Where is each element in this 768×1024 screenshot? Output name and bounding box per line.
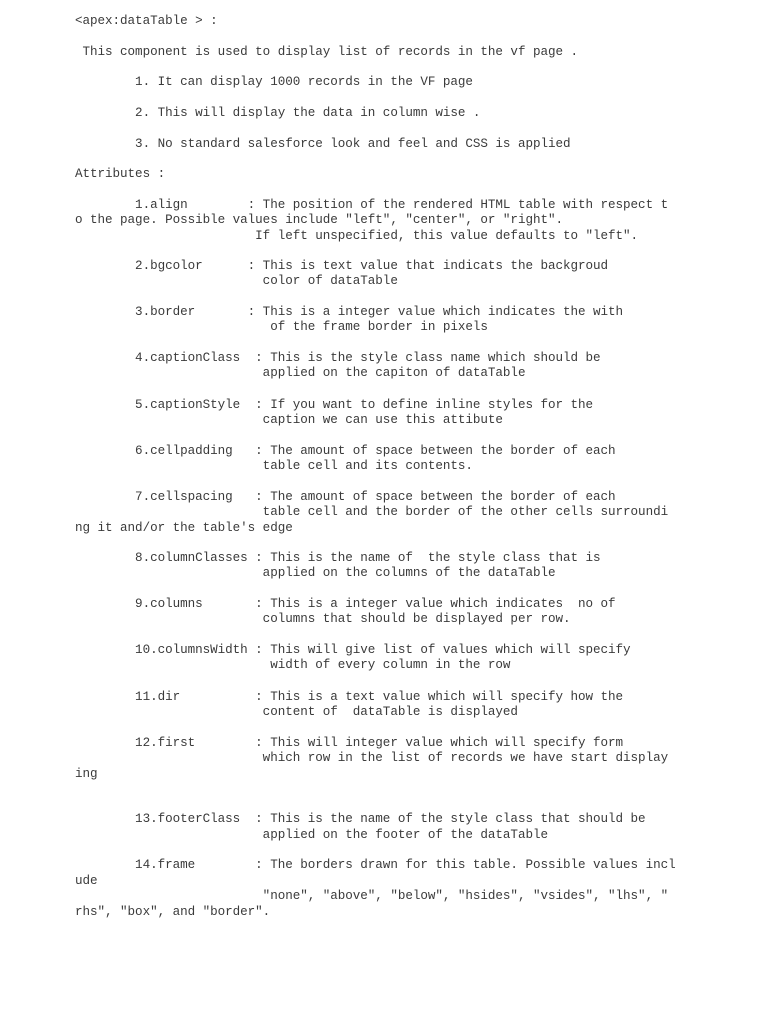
attr-dir-line-1: 11.dir : This is a text value which will specify how the <box>75 690 624 704</box>
attr-first-line-3: ing <box>75 767 98 781</box>
attr-cellpadding-line-1: 6.cellpadding : The amount of space between the border of each <box>75 444 616 458</box>
attr-captionclass-line-2: applied on the capiton of dataTable <box>75 366 526 380</box>
attr-first-line-1: 12.first : This will integer value which will specify form <box>75 736 624 750</box>
attr-align-line-1: 1.align : The position of the rendered HTML table with respect t <box>75 198 669 212</box>
attr-footerclass-line-1: 13.footerClass : This is the name of the style class that should be <box>75 812 646 826</box>
attr-first-line-2: which row in the list of records we have start display <box>75 751 669 765</box>
attr-bgcolor-line-1: 2.bgcolor : This is text value that indicats the backgroud <box>75 259 609 273</box>
attr-captionclass-line-1: 4.captionClass : This is the style class name which should be <box>75 351 601 365</box>
attr-cellspacing-line-1: 7.cellspacing : The amount of space between the border of each <box>75 490 616 504</box>
attr-frame-line-1: 14.frame : The borders drawn for this table. Possible values incl <box>75 858 676 872</box>
attr-bgcolor-line-2: color of dataTable <box>75 274 398 288</box>
attr-captionstyle-line-2: caption we can use this attibute <box>75 413 503 427</box>
doc-heading: <apex:dataTable > : <box>75 14 218 28</box>
attr-footerclass-line-2: applied on the footer of the dataTable <box>75 828 548 842</box>
attr-frame-line-3: "none", "above", "below", "hsides", "vsides", "lhs", " <box>75 889 669 903</box>
attr-dir-line-2: content of dataTable is displayed <box>75 705 518 719</box>
attr-align-line-3: If left unspecified, this value defaults to "left". <box>75 229 639 243</box>
attr-columnclasses-line-1: 8.columnClasses : This is the name of the style class that is <box>75 551 601 565</box>
attr-border-line-1: 3.border : This is a integer value which indicates the with <box>75 305 624 319</box>
point-1: 1. It can display 1000 records in the VF page <box>75 75 473 89</box>
attr-frame-line-2: ude <box>75 874 98 888</box>
attr-columnswidth-line-2: width of every column in the row <box>75 658 511 672</box>
attr-columnclasses-line-2: applied on the columns of the dataTable <box>75 566 556 580</box>
doc-intro: This component is used to display list of records in the vf page . <box>75 45 579 59</box>
point-3: 3. No standard salesforce look and feel and CSS is applied <box>75 137 571 151</box>
attr-border-line-2: of the frame border in pixels <box>75 320 488 334</box>
attr-columnswidth-line-1: 10.columnsWidth : This will give list of values which will specify <box>75 643 631 657</box>
attr-frame-line-4: rhs", "box", and "border". <box>75 905 271 919</box>
point-2: 2. This will display the data in column wise . <box>75 106 481 120</box>
attr-cellspacing-line-2: table cell and the border of the other cells surroundi <box>75 505 669 519</box>
attr-align-line-2: o the page. Possible values include "left", "center", or "right". <box>75 213 563 227</box>
attributes-heading: Attributes : <box>75 167 166 181</box>
attr-columns-line-2: columns that should be displayed per row. <box>75 612 571 626</box>
attr-captionstyle-line-1: 5.captionStyle : If you want to define inline styles for the <box>75 398 594 412</box>
attr-columns-line-1: 9.columns : This is a integer value which indicates no of <box>75 597 616 611</box>
attr-cellpadding-line-2: table cell and its contents. <box>75 459 473 473</box>
attr-cellspacing-line-3: ng it and/or the table's edge <box>75 521 293 535</box>
